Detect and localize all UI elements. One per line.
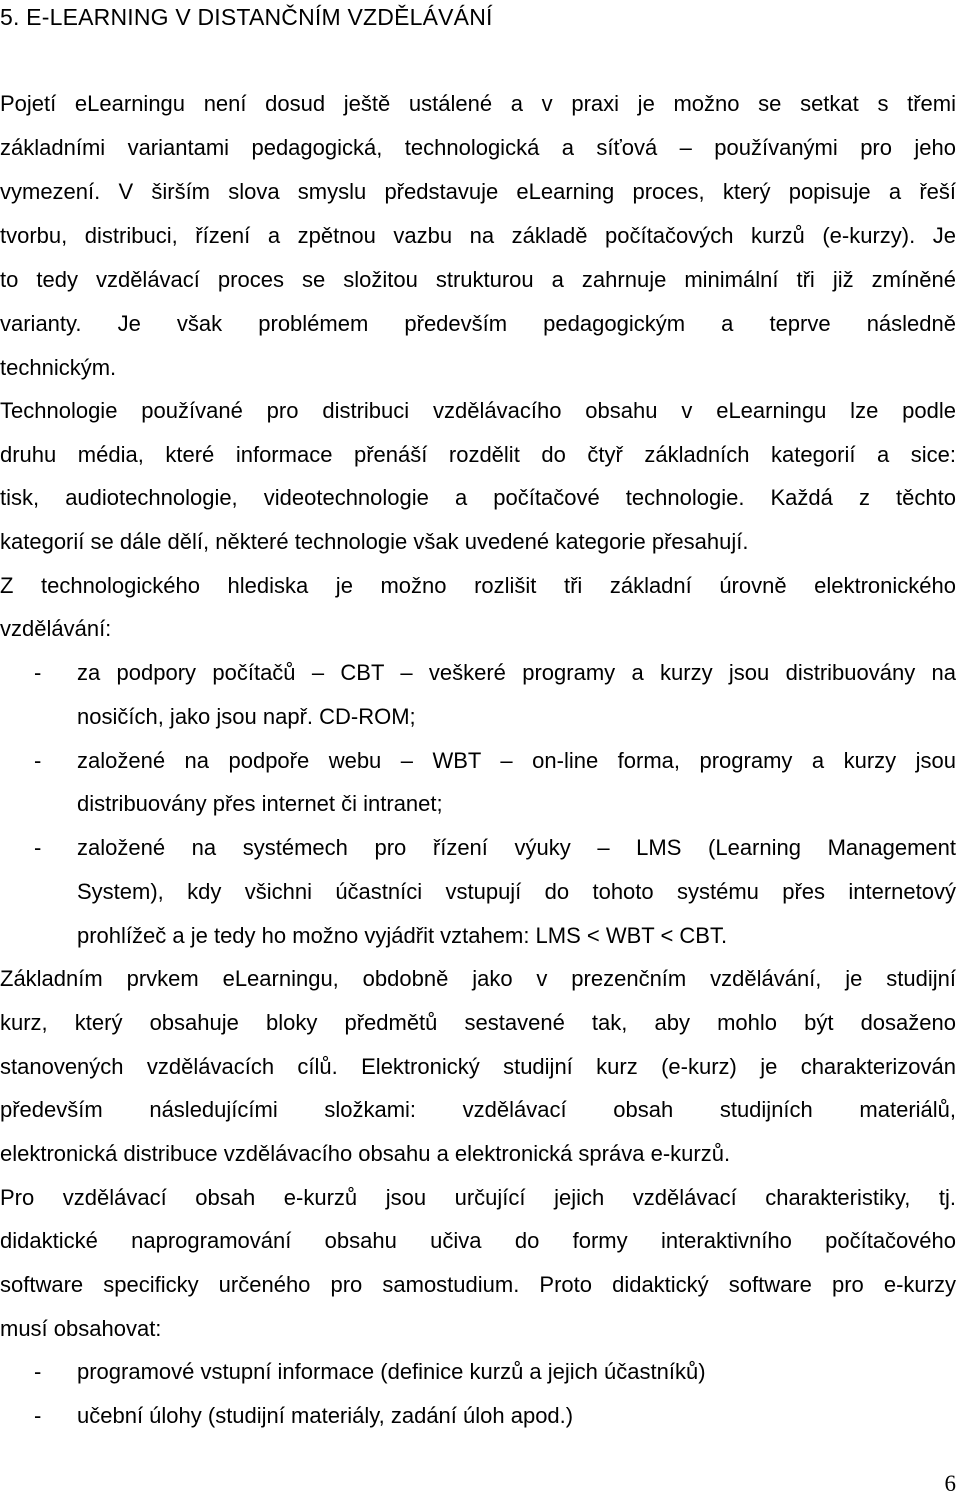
text-line: to tedy vzdělávací proces se složitou strukturou a zahrnuje minimální tři již zmíněné (0, 267, 956, 292)
list-item-line: programové vstupní informace (definice kurzů a jejich účastníků) (77, 1359, 706, 1384)
list-item-line: založené na podpoře webu – WBT – on-line forma, programy a kurzy jsou (77, 748, 956, 773)
text-line: tvorbu, distribuci, řízení a zpětnou vazbu na základě počítačových kurzů (e-kurzy). Je (0, 223, 956, 248)
list-bullet: - (34, 748, 42, 773)
list-item-line: založené na systémech pro řízení výuky – LMS (Learning Management (77, 835, 956, 860)
text-line: druhu média, které informace přenáší rozdělit do čtyř základních kategorií a sice: (0, 442, 956, 467)
text-line: musí obsahovat: (0, 1316, 162, 1341)
list-item-line: System), kdy všichni účastníci vstupují do tohoto systému přes internetový (77, 879, 956, 904)
list-bullet: - (34, 1359, 42, 1384)
list-item-line: distribuovány přes internet či intranet; (77, 791, 443, 816)
text-line: vymezení. V širším slova smyslu představuje eLearning proces, který popisuje a řeší (0, 179, 956, 204)
text-line: kategorií se dále dělí, některé technologie však uvedené kategorie přesahují. (0, 529, 749, 554)
text-line: vzdělávání: (0, 616, 112, 641)
text-line: Technologie používané pro distribuci vzdělávacího obsahu v eLearningu lze podle (0, 398, 956, 423)
list-item-line: za podpory počítačů – CBT – veškeré programy a kurzy jsou distribuovány na (77, 660, 956, 685)
list-item-line: učební úlohy (studijní materiály, zadání úloh apod.) (77, 1403, 574, 1428)
text-line: didaktické naprogramování obsahu učiva do formy interaktivního počítačového (0, 1228, 956, 1253)
list-item-line: prohlížeč a je tedy ho možno vyjádřit vztahem: LMS < WBT < CBT. (77, 923, 728, 948)
list-item-line: nosičích, jako jsou např. CD-ROM; (77, 704, 416, 729)
text-line: tisk, audiotechnologie, videotechnologie a počítačové technologie. Každá z těchto (0, 485, 956, 510)
list-bullet: - (34, 835, 42, 860)
chapter-heading: 5. E-LEARNING V DISTANČNÍM VZDĚLÁVÁNÍ (0, 4, 493, 30)
list-bullet: - (34, 660, 42, 685)
text-line: stanovených vzdělávacích cílů. Elektronický studijní kurz (e-kurz) je charakterizován (0, 1054, 956, 1079)
text-line: především následujícími složkami: vzdělávací obsah studijních materiálů, (0, 1097, 956, 1122)
text-line: Základním prvkem eLearningu, obdobně jako v prezenčním vzdělávání, je studijní (0, 966, 956, 991)
text-line: technickým. (0, 355, 117, 380)
text-line: kurz, který obsahuje bloky předmětů sestavené tak, aby mohlo být dosaženo (0, 1010, 956, 1035)
text-line: elektronická distribuce vzdělávacího obsahu a elektronická správa e-kurzů. (0, 1141, 731, 1166)
list-bullet: - (34, 1403, 42, 1428)
text-line: Z technologického hlediska je možno rozlišit tři základní úrovně elektronického (0, 573, 956, 598)
text-line: software specificky určeného pro samostudium. Proto didaktický software pro e-kurzy (0, 1272, 956, 1297)
text-line: Pojetí eLearningu není dosud ještě ustálené a v praxi je možno se setkat s třemi (0, 91, 956, 116)
text-line: Pro vzdělávací obsah e-kurzů jsou určující jejich vzdělávací charakteristiky, tj. (0, 1185, 956, 1210)
page-number: 6 (944, 1471, 956, 1496)
text-line: základními variantami pedagogická, technologická a síťová – používanými pro jeho (0, 135, 956, 160)
text-line: varianty. Je však problémem především pedagogickým a teprve následně (0, 311, 956, 336)
